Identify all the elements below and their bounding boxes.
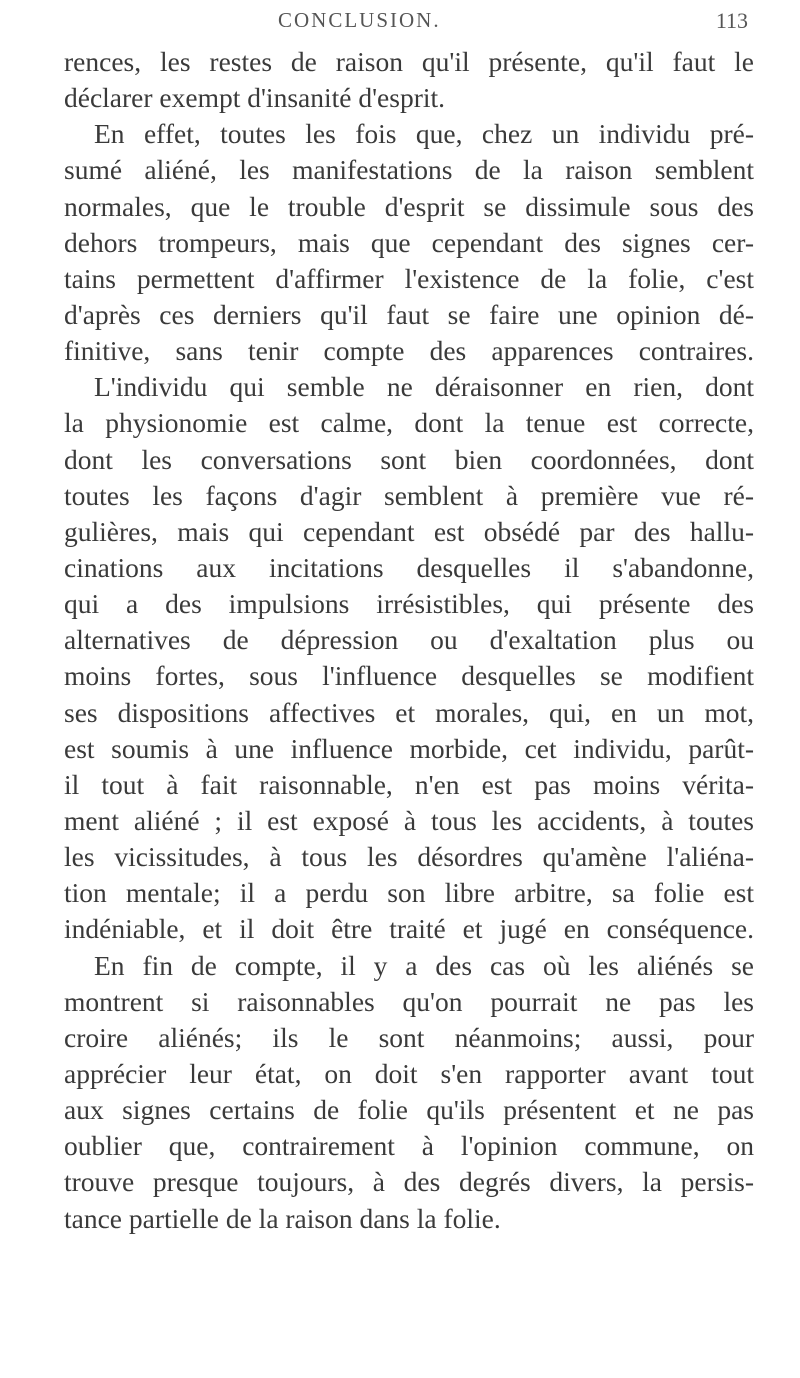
text-line: qui a des impulsions irrésistibles, qui présente des bbox=[64, 588, 754, 620]
running-title: CONCLUSION. bbox=[278, 8, 441, 32]
text-line: ses dispositions affectives et morales, qui, en un mot, bbox=[64, 696, 754, 728]
text-line: oublier que, contrairement à l'opinion commune, on bbox=[64, 1130, 754, 1162]
text-line: montrent si raisonnables qu'on pourrait ne pas les bbox=[64, 985, 754, 1017]
text-line: rences, les restes de raison qu'il présente, qu'il faut le bbox=[64, 46, 754, 77]
text-line: normales, que le trouble d'esprit se dissimule sous des bbox=[64, 190, 754, 222]
text-line: dehors trompeurs, mais que cependant des signes cer- bbox=[64, 226, 754, 258]
text-line: indéniable, et il doit être traité et jugé en conséquence. bbox=[64, 913, 754, 945]
text-line: la physionomie est calme, dont la tenue est correcte, bbox=[64, 407, 754, 439]
text-line: les vicissitudes, à tous les désordres qu'amène l'aliéna- bbox=[64, 841, 754, 873]
body-text bbox=[64, 44, 754, 1237]
text-line: il tout à fait raisonnable, n'en est pas moins vérita- bbox=[64, 768, 754, 800]
text-line: déclarer exempt d'insanité d'esprit. bbox=[64, 82, 446, 114]
text-line: alternatives de dépression ou d'exaltation plus ou bbox=[64, 624, 754, 656]
text-line: toutes les façons d'agir semblent à première vue ré- bbox=[64, 479, 754, 511]
running-head bbox=[278, 8, 748, 38]
text-line: d'après ces derniers qu'il faut se faire une opinion dé- bbox=[64, 298, 754, 330]
text-line: apprécier leur état, on doit s'en rapporter avant tout bbox=[64, 1057, 754, 1089]
text-line: est soumis à une influence morbide, cet individu, parût- bbox=[64, 732, 754, 764]
text-line: tion mentale; il a perdu son libre arbitre, sa folie est bbox=[64, 877, 754, 909]
text-line: croire aliénés; ils le sont néanmoins; aussi, pour bbox=[64, 1021, 754, 1053]
text-line: tains permettent d'affirmer l'existence de la folie, c'est bbox=[64, 262, 754, 294]
paragraph-start-line: En fin de compte, il y a des cas où les aliénés se bbox=[94, 949, 754, 981]
paragraph-start-line: En effet, toutes les fois que, chez un individu pré- bbox=[94, 118, 754, 150]
text-line: dont les conversations sont bien coordonnées, dont bbox=[64, 443, 754, 475]
text-line: aux signes certains de folie qu'ils présentent et ne pas bbox=[64, 1094, 754, 1126]
text-line: gulières, mais qui cependant est obsédé par des hallu- bbox=[64, 515, 754, 547]
text-line: trouve presque toujours, à des degrés divers, la persis- bbox=[64, 1166, 754, 1198]
text-line: moins fortes, sous l'influence desquelles se modifient bbox=[64, 660, 754, 692]
text-line: tance partielle de la raison dans la folie. bbox=[64, 1202, 501, 1234]
text-line: L'individu qui semble ne déraisonner en rien, dont bbox=[94, 371, 754, 403]
text-line: sumé aliéné, les manifestations de la raison semblent bbox=[64, 154, 754, 186]
text-line: finitive, sans tenir compte des apparences contraires. bbox=[64, 335, 754, 367]
text-line: ment aliéné ; il est exposé à tous les accidents, à toutes bbox=[64, 804, 754, 836]
page-number: 113 bbox=[715, 8, 748, 33]
text-line: cinations aux incitations desquelles il s'abandonne, bbox=[64, 551, 754, 583]
